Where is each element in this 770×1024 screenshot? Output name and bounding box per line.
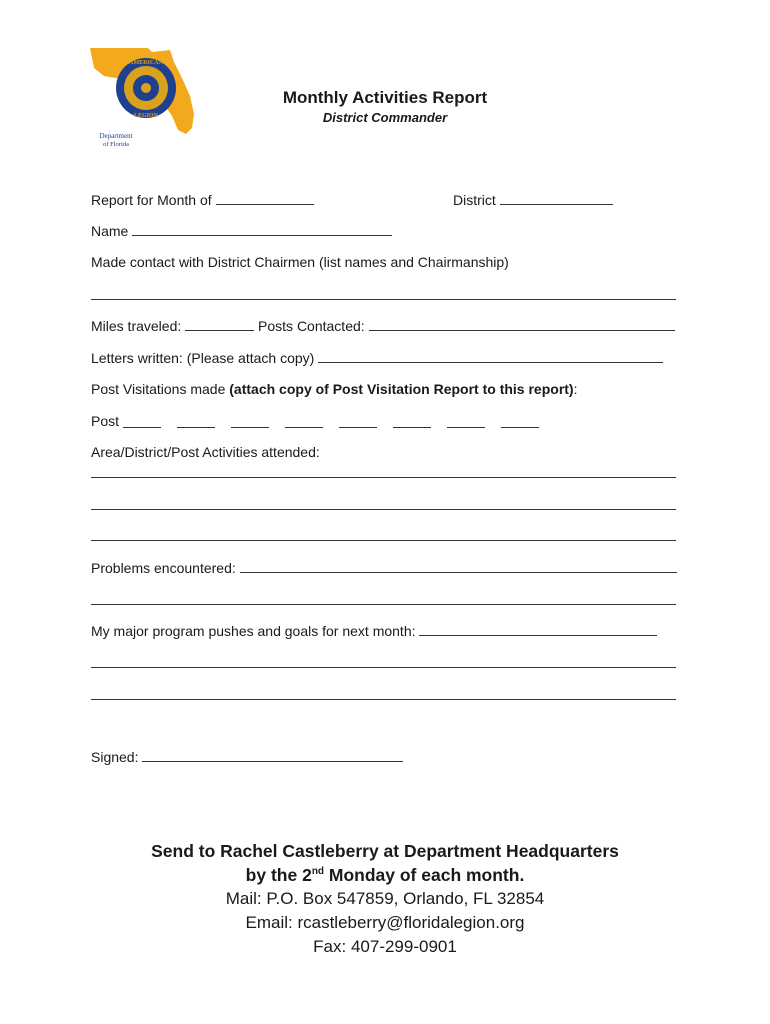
send-to-line: Send to Rachel Castleberry at Department Headquarters [151, 841, 619, 861]
post-label: Post [91, 413, 120, 429]
visitations-colon: : [573, 381, 578, 397]
goals-label: My major program pushes and goals for next month: [91, 623, 416, 639]
contact-field[interactable] [91, 299, 676, 300]
deadline-ordinal: nd [311, 866, 325, 877]
signed-row [91, 748, 403, 765]
post-field-6[interactable] [393, 427, 431, 428]
goals-field-3[interactable] [91, 699, 676, 700]
letters-field[interactable] [318, 349, 663, 363]
seal-top-text: AMERICAN [129, 60, 163, 66]
post-field-7[interactable] [447, 427, 485, 428]
month-row [91, 191, 314, 208]
miles-label: Miles traveled: [91, 318, 182, 334]
goals-field-2[interactable] [91, 667, 676, 668]
mail-address: Mail: P.O. Box 547859, Orlando, FL 32854 [225, 889, 545, 908]
district-row [453, 191, 613, 208]
goals-field[interactable] [419, 622, 657, 636]
miles-row [91, 317, 675, 334]
deadline-line [0, 863, 770, 887]
post-field-3[interactable] [231, 427, 269, 428]
activities-field-1[interactable] [91, 477, 676, 478]
goals-row [91, 622, 657, 639]
activities-label: Area/District/Post Activities attended: [91, 444, 320, 460]
post-field-4[interactable] [285, 427, 323, 428]
fax-number: Fax: 407-299-0901 [313, 937, 457, 956]
visitations-label: Post Visitations made [91, 381, 226, 397]
deadline-prefix: by the 2 [245, 865, 312, 885]
of-florida-text: of Florida [103, 141, 129, 148]
problems-field[interactable] [240, 559, 677, 573]
posts-contacted-label: Posts Contacted: [258, 318, 365, 334]
activities-field-3[interactable] [91, 540, 676, 541]
email-address[interactable]: Email: rcastleberry@floridalegion.org [245, 913, 525, 932]
problems-field-2[interactable] [91, 604, 676, 605]
letters-row [91, 349, 663, 366]
seal-bottom-text: LEGION [133, 113, 159, 119]
posts-contacted-field[interactable] [369, 317, 675, 331]
post-field-5[interactable] [339, 427, 377, 428]
post-field-8[interactable] [501, 427, 539, 428]
district-label: District [453, 192, 496, 208]
problems-row [91, 559, 677, 576]
report-title: Monthly Activities Report [282, 88, 488, 107]
name-row [91, 222, 392, 239]
deadline-suffix: Monday of each month. [324, 865, 525, 885]
name-field[interactable] [132, 222, 392, 236]
post-field-1[interactable] [123, 427, 161, 428]
report-subtitle: District Commander [322, 110, 448, 125]
problems-label: Problems encountered: [91, 560, 236, 576]
district-field[interactable] [500, 191, 613, 205]
name-label: Name [91, 223, 129, 239]
letters-label: Letters written: (Please attach copy) [91, 350, 315, 366]
visitations-row [91, 381, 577, 397]
post-field-2[interactable] [177, 427, 215, 428]
submission-instructions [0, 839, 770, 959]
miles-field[interactable] [185, 317, 254, 331]
signed-label: Signed: [91, 749, 139, 765]
department-text: Department [99, 132, 133, 140]
month-label: Report for Month of [91, 192, 212, 208]
signature-field[interactable] [142, 748, 403, 762]
activities-field-2[interactable] [91, 509, 676, 510]
contact-label: Made contact with District Chairmen (list names and Chairmanship) [91, 254, 509, 270]
month-field[interactable] [216, 191, 314, 205]
visitations-note: (attach copy of Post Visitation Report to this report) [229, 381, 574, 397]
